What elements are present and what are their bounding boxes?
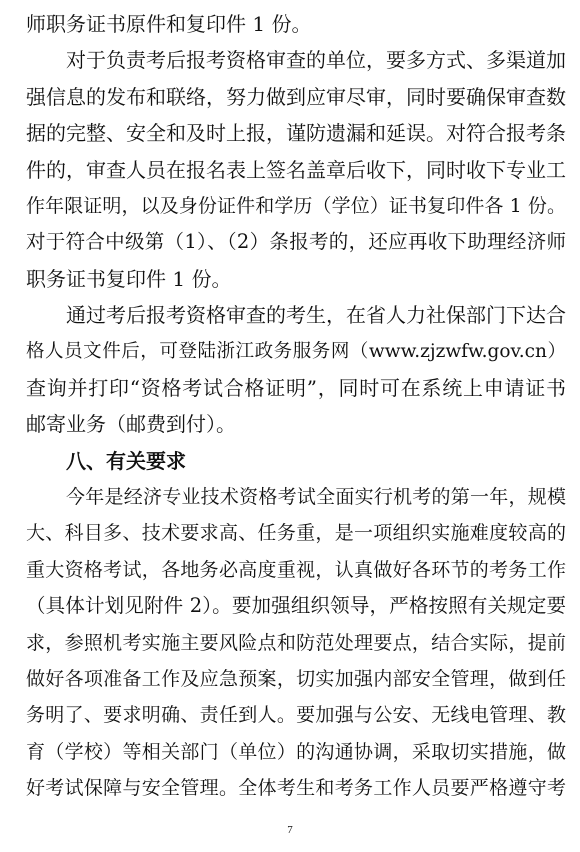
text-line: 强信息的发布和联络，努力做到应审尽审，同时要确保审查数 [26, 84, 566, 109]
text-line: 务明了、要求明确、责任到人。要加强与公安、无线电管理、教 [26, 704, 566, 727]
text-line: 格人员文件后，可登陆浙江政务服务网（www.zjzwfw.gov.cn） [26, 340, 566, 362]
text-line: （具体计划见附件 2）。要加强组织领导，严格按照有关规定要 [26, 594, 566, 618]
page-body [26, 6, 566, 807]
text-line: 查询并打印“资格考试合格证明”，同时可在系统上申请证书 [26, 375, 566, 400]
text-line: 求，参照机考实施主要风险点和防范处理要点，结合实际，提前 [26, 631, 566, 654]
text-line: 通过考后报考资格审查的考生，在省人力社保部门下达合 [66, 303, 566, 328]
text-line: 育（学校）等相关部门（单位）的沟通协调，采取切实措施，做 [26, 740, 566, 763]
text-line: 今年是经济专业技术资格考试全面实行机考的第一年，规模 [66, 486, 566, 509]
text-line: 件的，审查人员在报名表上签名盖章后收下，同时收下专业工 [26, 157, 566, 182]
page-number: 7 [287, 824, 293, 836]
text-line: 好考试保障与安全管理。全体考生和考务工作人员要严格遵守考 [26, 777, 566, 800]
text-line: 大、科目多、技术要求高、任务重，是一项组织实施难度较高的 [26, 522, 566, 545]
text-line: 重大资格考试，各地务必高度重视，认真做好各环节的考务工作 [26, 558, 566, 581]
text-line: 作年限证明，以及身份证件和学历（学位）证书复印件各 1 份。 [26, 194, 566, 217]
text-line: 邮寄业务（邮费到付）。 [26, 412, 236, 437]
text-line: 师职务证书原件和复印件 1 份。 [26, 12, 312, 36]
text-line: 对于符合中级第（1）、（2）条报考的，还应再收下助理经济师 [26, 230, 566, 254]
text-line: 做好各项准备工作及应急预案，切实加强内部安全管理，做到任 [26, 668, 566, 691]
section-heading: 八、有关要求 [66, 448, 186, 473]
text-line: 据的完整、安全和及时上报，谨防遗漏和延误。对符合报考条 [26, 121, 566, 146]
text-line: 职务证书复印件 1 份。 [26, 266, 232, 291]
text-line: 对于负责考后报考资格审查的单位，要多方式、多渠道加 [66, 48, 566, 73]
